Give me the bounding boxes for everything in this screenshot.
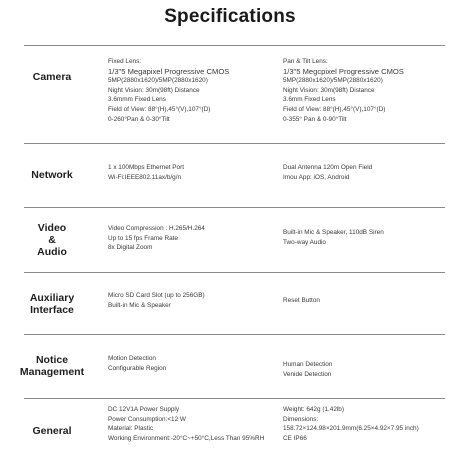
spec-line: 1/3"5 Megcpixel Progressive CMOS	[283, 66, 404, 76]
camera-pan-tilt-lens-specs	[283, 57, 404, 124]
divider	[24, 398, 445, 399]
spec-line: 0-260°Pan & 0-30°Tilt	[108, 115, 170, 123]
spec-line: Field of View: 88°(H),45°(V),107°(D)	[108, 105, 211, 113]
section-label-network: Network	[31, 169, 73, 181]
section-label-auxiliary-interface	[18, 292, 86, 316]
spec-line: Night Vision: 30m(98ft) Distance	[283, 86, 375, 94]
video-audio-specs-right	[283, 228, 384, 247]
section-label-general: General	[32, 425, 72, 437]
spec-line: 5MP(2880x1620)/5MP(2880x1620)	[108, 77, 208, 85]
spec-line: Material: Plastic	[108, 425, 154, 433]
general-specs-left	[108, 405, 264, 443]
spec-line: 1 x 100Mbps Ethernet Port	[108, 164, 185, 171]
label-line: Interface	[30, 304, 74, 316]
label-line: &	[48, 234, 56, 246]
divider	[24, 334, 445, 335]
spec-line: Power Consumption:<12 W	[108, 415, 186, 423]
spec-line: Dimensions:	[283, 415, 319, 423]
spec-line: Up to 15 fps Frame Rate	[108, 234, 178, 242]
spec-line: Video Compression : H.265/H.264	[108, 225, 205, 232]
spec-line: Venide Detection	[283, 370, 332, 378]
section-label-camera: Camera	[32, 71, 72, 83]
spec-line: Imou App: iOS, Android	[283, 173, 350, 181]
camera-fixed-lens-specs	[108, 57, 229, 124]
spec-line: Configurable Region	[108, 364, 167, 372]
spec-line: Two-way Audio	[283, 238, 326, 246]
spec-line: Weight: 642g (1.42lb)	[283, 406, 344, 413]
label-line: Auxiliary	[29, 292, 75, 304]
network-specs-right	[283, 163, 372, 182]
spec-line: Human Detection	[283, 361, 333, 368]
spec-line: Motion Detection	[108, 355, 156, 362]
divider	[24, 272, 445, 273]
label-line: Notice	[35, 354, 69, 366]
spec-line: 3.6mm Fixed Lens	[283, 96, 336, 104]
spec-line: CE IP66	[283, 434, 307, 442]
label-line: Management	[19, 366, 85, 378]
divider	[24, 207, 445, 208]
page-title: Specifications	[164, 6, 296, 27]
spec-line: 0-355° Pan & 0-90°Tilt	[283, 115, 347, 123]
spec-line: DC 12V1A Power Supply	[108, 406, 180, 413]
network-specs-left	[108, 163, 184, 182]
spec-line: Pan & Tilt Lens:	[283, 58, 328, 65]
spec-line: Fixed Lens:	[108, 58, 142, 65]
spec-line: Micro SD Card Slot (up to 256GB)	[108, 292, 205, 299]
spec-line: Field of View: 88°(H),45°(V),107°(D)	[283, 105, 386, 113]
label-line: Video	[37, 222, 67, 234]
spec-line: 158.72×124.98×201.9mm(6.25×4.92×7.95 inch)	[283, 425, 419, 433]
notice-specs-left	[108, 354, 166, 373]
video-audio-specs-left	[108, 224, 205, 253]
spec-line: Working Environment:-20°C~+50°C,Less Than 95%RH	[108, 434, 265, 442]
section-label-notice-management	[14, 354, 90, 378]
spec-line: Night Vision: 30m(98ft) Distance	[108, 86, 200, 94]
auxiliary-specs-right	[283, 296, 320, 306]
spec-line: 5MP(2880x1620)/5MP(2880x1620)	[283, 77, 383, 85]
general-specs-right	[283, 405, 419, 443]
section-label-video-audio	[18, 222, 86, 258]
spec-line: Built-in Mic & Speaker	[108, 301, 171, 309]
spec-line: 8x Digital Zoom	[108, 244, 153, 252]
spec-line: Reset Button	[283, 297, 320, 304]
spec-line: Wi-Fi:IEEE802.11ax/b/g/n	[108, 173, 182, 181]
spec-line: Dual Antenna 120m Open Field	[283, 164, 373, 171]
label-line: Audio	[37, 246, 67, 258]
spec-line: Built-in Mic & Speaker, 110dB Siren	[283, 229, 384, 236]
auxiliary-specs-left	[108, 291, 205, 310]
spec-line: 1/3"5 Megapixel Progressive CMOS	[108, 66, 230, 76]
notice-specs-right	[283, 360, 332, 379]
divider	[24, 143, 445, 144]
divider	[24, 45, 445, 46]
spec-line: 3.6mmm Fixed Lens	[108, 96, 166, 104]
